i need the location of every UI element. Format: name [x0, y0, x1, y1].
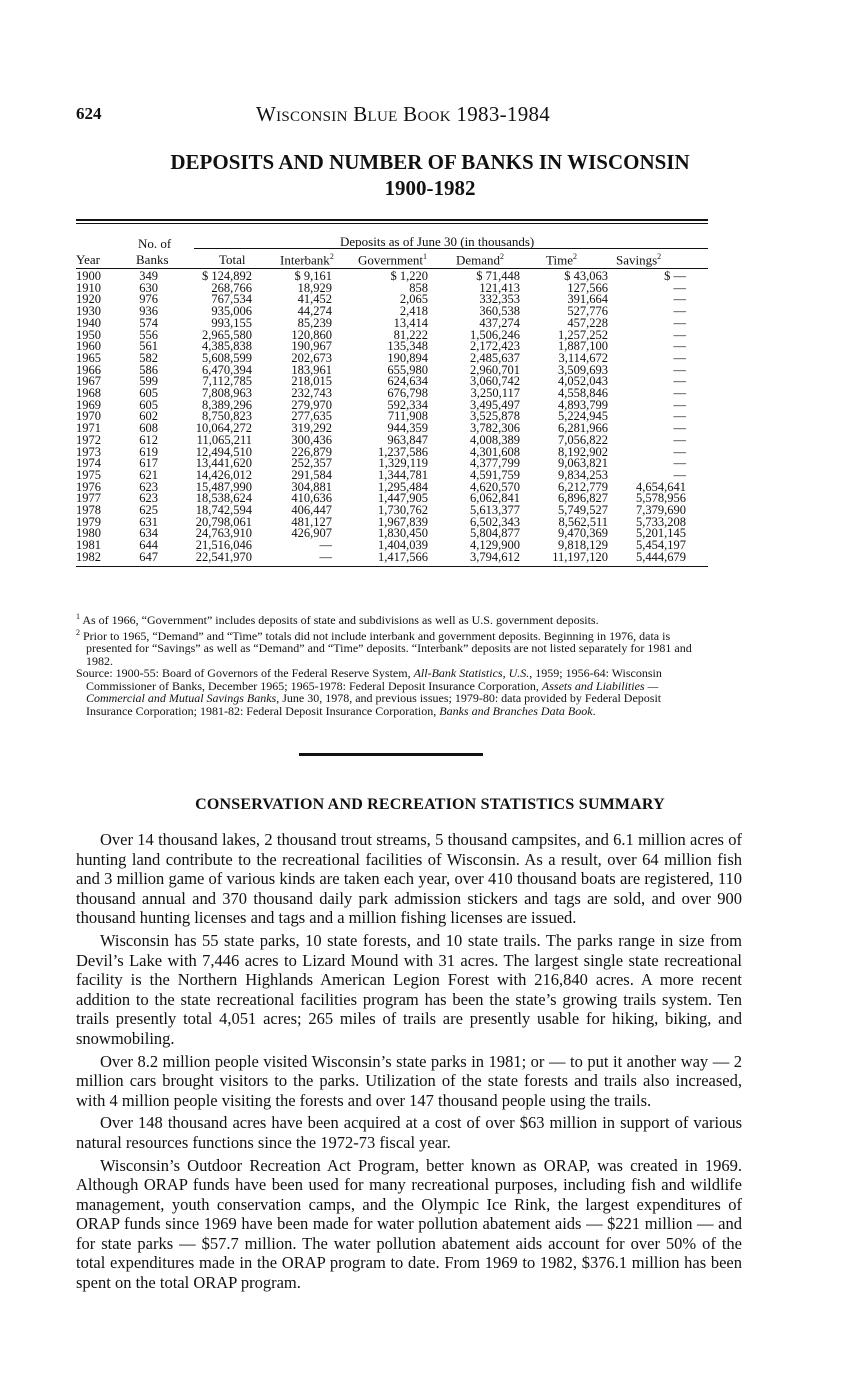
cell-banks: 612	[139, 432, 158, 447]
cell-banks: 605	[139, 397, 158, 412]
cell-time: 3,114,672	[558, 350, 608, 365]
cell-interbank: 304,881	[291, 479, 332, 494]
cell-savings: —	[673, 280, 686, 295]
cell-year: 1973	[76, 444, 101, 459]
cell-total: 11,065,211	[196, 432, 252, 447]
cell-year: 1981	[76, 538, 101, 553]
cell-time: 4,893,799	[558, 397, 608, 412]
cell-banks: 608	[139, 421, 158, 436]
cell-time: 8,192,902	[558, 444, 608, 459]
cell-interbank: 410,636	[291, 491, 332, 506]
cell-demand: 437,274	[479, 315, 520, 330]
cell-banks: 936	[139, 304, 158, 319]
cell-demand: 5,804,877	[470, 526, 520, 541]
cell-interbank: 120,860	[291, 327, 332, 342]
cell-government: 2,065	[399, 292, 428, 307]
cell-savings: —	[673, 409, 686, 424]
cell-government: 1,967,839	[378, 514, 428, 529]
cell-government: 1,237,586	[378, 444, 428, 459]
cell-total: 8,389,296	[202, 397, 252, 412]
cell-savings: —	[673, 386, 686, 401]
cell-total: 8,750,823	[202, 409, 252, 424]
cell-total: 10,064,272	[195, 421, 252, 436]
cell-government: 711,908	[387, 409, 428, 424]
cell-year: 1966	[76, 362, 101, 377]
cell-year: 1982	[76, 549, 101, 564]
cell-savings: 4,654,641	[636, 479, 686, 494]
cell-demand: 3,782,306	[470, 421, 520, 436]
cell-government: 944,359	[387, 421, 428, 436]
cell-savings: —	[673, 327, 686, 342]
cell-government: 1,329,119	[378, 456, 428, 471]
section-divider	[299, 753, 483, 756]
cell-total: 7,808,963	[202, 386, 252, 401]
table-top-rule	[76, 219, 708, 221]
header-government: Government$^1$	[358, 252, 427, 268]
cell-interbank: 232,743	[291, 386, 332, 401]
cell-total: 4,385,838	[202, 339, 252, 354]
cell-banks: 556	[139, 327, 158, 342]
cell-demand: 121,413	[479, 280, 520, 295]
cell-time: 391,664	[567, 292, 608, 307]
cell-demand: 3,250,117	[470, 386, 520, 401]
header-banks-2: Banks	[136, 252, 169, 267]
cell-government: 1,344,781	[378, 467, 428, 482]
cell-savings: 5,444,679	[636, 549, 686, 564]
cell-total: 22,541,970	[195, 549, 252, 564]
cell-savings: —	[673, 362, 686, 377]
cell-demand: 2,172,423	[470, 339, 520, 354]
cell-banks: 586	[139, 362, 158, 377]
cell-year: 1968	[76, 386, 101, 401]
cell-year: 1920	[76, 292, 101, 307]
cell-demand: 332,353	[479, 292, 520, 307]
cell-year: 1974	[76, 456, 101, 471]
cell-interbank: 18,929	[297, 280, 332, 295]
cell-time: 1,257,252	[558, 327, 608, 342]
paragraph: Wisconsin’s Outdoor Recreation Act Program, better known as ORAP, was created in 1969. Although ORAP funds have been used for many recreational purposes, including fish and wildlife management, youth conservation camps, and the Olympic Ice Rink, the largest expenditures of ORAP funds since 1969 have been made for water pollution abatement aids — $221 million — and for state parks — $57.7 million. The water pollution abatement aids account for over 50% of the total expenditures made in the ORAP program to date. From 1969 to 1982, $376.1 million has been spent on the total ORAP program.	[76, 1155, 742, 1293]
cell-time: 11,197,120	[552, 549, 608, 564]
cell-government: 135,348	[387, 339, 428, 354]
cell-savings: —	[673, 456, 686, 471]
cell-year: 1910	[76, 280, 101, 295]
cell-time: 5,749,527	[558, 503, 608, 518]
cell-total: 14,426,012	[195, 467, 252, 482]
cell-total: 12,494,510	[195, 444, 252, 459]
cell-savings: 5,201,145	[636, 526, 686, 541]
header-year: Year	[76, 252, 100, 267]
cell-total: 13,441,620	[195, 456, 252, 471]
cell-total: 2,965,580	[202, 327, 252, 342]
cell-time: 5,224,945	[558, 409, 608, 424]
running-head: Wisconsin Blue Book 1983-1984	[256, 102, 551, 126]
cell-year: 1970	[76, 409, 101, 424]
section-title: CONSERVATION AND RECREATION STATISTICS SUMMARY	[195, 796, 665, 813]
cell-interbank: 406,447	[291, 503, 332, 518]
cell-banks: 574	[139, 315, 158, 330]
cell-total: 268,766	[211, 280, 252, 295]
cell-government: 1,295,484	[378, 479, 428, 494]
data-table	[76, 271, 686, 564]
cell-total: 15,487,990	[195, 479, 252, 494]
table-title-line1: DEPOSITS AND NUMBER OF BANKS IN WISCONSIN	[170, 150, 690, 174]
cell-time: 3,509,693	[558, 362, 608, 377]
cell-year: 1976	[76, 479, 101, 494]
cell-demand: 4,620,570	[470, 479, 520, 494]
cell-demand: 4,129,900	[470, 538, 520, 553]
cell-demand: 6,502,343	[470, 514, 520, 529]
cell-year: 1979	[76, 514, 101, 529]
cell-time: 1,887,100	[558, 339, 608, 354]
cell-banks: 644	[139, 538, 158, 553]
cell-savings: —	[673, 421, 686, 436]
cell-total: 7,112,785	[202, 374, 252, 389]
paragraph: Over 148 thousand acres have been acquired at a cost of over $63 million in support of various natural resources functions since the 1972-73 fiscal year.	[76, 1113, 742, 1152]
header-total: Total	[219, 252, 246, 267]
cell-savings: —	[673, 304, 686, 319]
source-note: Source: 1900-55: Board of Governors of the Federal Reserve System, All-Bank Statistics, U.S., 1959; 1956-64: Wisconsin Commissioner of Banks, December 1965; 1965-1978: Federal Deposit Insurance Corporation, Assets and Liabilities — Commercial and Mutual Savings Banks, June 30, 1978, and previous issues; 1979-80: data provided by Federal Deposit Insurance Corporation; 1981-82: Federal Deposit Insurance Corporation, Banks and Branches Data Book.	[76, 666, 662, 718]
cell-demand: 3,525,878	[470, 409, 520, 424]
cell-government: 624,634	[387, 374, 428, 389]
cell-total: 20,798,061	[195, 514, 252, 529]
cell-banks: 634	[139, 526, 158, 541]
cell-total: $ 124,892	[202, 269, 252, 283]
cell-banks: 631	[139, 514, 158, 529]
header-demand: Demand$^2$	[456, 252, 505, 268]
cell-time: $ 43,063	[564, 269, 608, 283]
cell-year: 1969	[76, 397, 101, 412]
header-savings: Savings$^2$	[616, 252, 662, 268]
cell-interbank: 291,584	[291, 467, 332, 482]
cell-total: 935,006	[211, 304, 252, 319]
cell-government: 1,447,905	[378, 491, 428, 506]
cell-savings: $ —	[664, 269, 686, 283]
cell-year: 1978	[76, 503, 101, 518]
cell-total: 993,155	[211, 315, 252, 330]
cell-demand: 360,538	[479, 304, 520, 319]
cell-savings: —	[673, 397, 686, 412]
paragraph: Wisconsin has 55 state parks, 10 state forests, and 10 state trails. The parks range in size from Devil’s Lake with 7,446 acres to Lizard Mound with 31 acres. The largest single state recreational facility is the Northern Highlands American Legion Forest with 216,840 acres. A more recent addition to the state recreational facilities program has been the state’s growing trails system. Ten trails presently total 4,051 acres; 265 miles of trails are presently usable for hiking, biking, and snowmobiling.	[76, 930, 742, 1048]
cell-time: 6,896,827	[558, 491, 608, 506]
cell-savings: —	[673, 339, 686, 354]
cell-demand: 6,062,841	[470, 491, 520, 506]
cell-interbank: 44,274	[297, 304, 332, 319]
cell-interbank: 226,879	[291, 444, 332, 459]
cell-banks: 623	[139, 479, 158, 494]
cell-total: 24,763,910	[195, 526, 252, 541]
cell-banks: 976	[139, 292, 158, 307]
cell-interbank: 183,961	[291, 362, 332, 377]
cell-time: 6,281,966	[558, 421, 608, 436]
cell-savings: —	[673, 374, 686, 389]
cell-demand: 3,495,497	[470, 397, 520, 412]
cell-savings: 5,733,208	[636, 514, 686, 529]
section-body	[76, 830, 742, 1296]
cell-interbank: 481,127	[291, 514, 332, 529]
cell-interbank: 426,907	[291, 526, 332, 541]
page-header	[76, 104, 796, 130]
cell-time: 527,776	[567, 304, 608, 319]
cell-demand: $ 71,448	[476, 269, 520, 283]
cell-interbank: 279,970	[291, 397, 332, 412]
deposits-table	[76, 219, 708, 567]
cell-interbank: 300,436	[291, 432, 332, 447]
cell-time: 9,818,129	[558, 538, 608, 553]
cell-government: $ 1,220	[390, 269, 428, 283]
cell-banks: 582	[139, 350, 158, 365]
header-interbank: Interbank$^2$	[280, 252, 334, 268]
cell-year: 1972	[76, 432, 101, 447]
cell-banks: 602	[139, 409, 158, 424]
cell-total: 18,742,594	[195, 503, 252, 518]
cell-savings: —	[673, 350, 686, 365]
cell-interbank: 85,239	[297, 315, 332, 330]
cell-interbank: 319,292	[291, 421, 332, 436]
cell-banks: 623	[139, 491, 158, 506]
cell-time: 9,063,821	[558, 456, 608, 471]
cell-government: 655,980	[387, 362, 428, 377]
page-number: 624	[76, 104, 102, 123]
cell-savings: 5,454,197	[636, 538, 686, 553]
cell-government: 1,830,450	[378, 526, 428, 541]
cell-year: 1967	[76, 374, 101, 389]
cell-year: 1950	[76, 327, 101, 342]
cell-savings: —	[673, 292, 686, 307]
cell-time: 8,562,511	[558, 514, 608, 529]
cell-time: 9,834,253	[558, 467, 608, 482]
cell-government: 592,334	[387, 397, 428, 412]
cell-demand: 2,485,637	[470, 350, 520, 365]
cell-savings: —	[673, 315, 686, 330]
header-span: Deposits as of June 30 (in thousands)	[340, 234, 535, 249]
cell-time: 7,056,822	[558, 432, 608, 447]
cell-year: 1975	[76, 467, 101, 482]
cell-interbank: —	[319, 538, 332, 553]
cell-year: 1965	[76, 350, 101, 365]
cell-demand: 3,060,742	[470, 374, 520, 389]
cell-government: 1,417,566	[378, 549, 428, 564]
table-title	[60, 149, 800, 201]
cell-banks: 617	[139, 456, 158, 471]
cell-government: 190,894	[387, 350, 428, 365]
table-row	[76, 552, 686, 564]
cell-year: 1940	[76, 315, 101, 330]
cell-year: 1900	[76, 269, 101, 283]
cell-demand: 4,377,799	[470, 456, 520, 471]
cell-year: 1977	[76, 491, 101, 506]
cell-demand: 1,506,246	[470, 327, 520, 342]
cell-time: 4,558,846	[558, 386, 608, 401]
cell-time: 6,212,779	[558, 479, 608, 494]
cell-government: 858	[409, 280, 428, 295]
table-title-line2: 1900-1982	[384, 176, 476, 200]
cell-interbank: $ 9,161	[294, 269, 332, 283]
cell-time: 4,052,043	[558, 374, 608, 389]
cell-time: 9,470,369	[558, 526, 608, 541]
cell-year: 1980	[76, 526, 101, 541]
cell-government: 963,847	[387, 432, 428, 447]
header-time: Time$^2$	[546, 252, 577, 268]
footnote-1: $^1$ As of 1966, “Government” includes deposits of state and subdivisions as well as U.S. government deposits.	[76, 612, 599, 627]
cell-government: 81,222	[393, 327, 428, 342]
cell-interbank: —	[319, 549, 332, 564]
cell-government: 1,730,762	[378, 503, 428, 518]
cell-savings: —	[673, 444, 686, 459]
header-banks-1: No. of	[138, 236, 172, 251]
cell-demand: 3,794,612	[470, 549, 520, 564]
cell-demand: 4,591,759	[470, 467, 520, 482]
cell-banks: 605	[139, 386, 158, 401]
paragraph: Over 14 thousand lakes, 2 thousand trout streams, 5 thousand campsites, and 6.1 million acres of hunting land contribute to the recreational facilities of Wisconsin. As a result, over 64 million fish and 3 million game of various kinds are taken each year, over 410 thousand boats are registered, 110 thousand annual and 370 thousand daily park admission stickers and tags are sold, and over 900 thousand hunting licenses and tags and a million fishing licenses are issued.	[76, 830, 742, 928]
cell-banks: 561	[139, 339, 158, 354]
header-span-rule	[194, 248, 708, 249]
cell-banks: 599	[139, 374, 158, 389]
cell-government: 2,418	[399, 304, 428, 319]
cell-savings: 5,578,956	[636, 491, 686, 506]
cell-banks: 621	[139, 467, 158, 482]
cell-banks: 619	[139, 444, 158, 459]
cell-year: 1971	[76, 421, 101, 436]
cell-banks: 349	[139, 269, 158, 283]
footnote-2: $^2$ Prior to 1965, “Demand” and “Time” totals did not include interbank and government deposits. Beginning in 1976, data is presented for “Savings” as well as “Demand” and “Time” deposits. “Interbank” deposits are not listed separately for 1981 and 1982.	[76, 627, 692, 668]
cell-time: 457,228	[567, 315, 608, 330]
cell-interbank: 41,452	[297, 292, 332, 307]
cell-demand: 5,613,377	[470, 503, 520, 518]
cell-savings: —	[673, 467, 686, 482]
cell-interbank: 190,967	[291, 339, 332, 354]
cell-demand: 4,301,608	[470, 444, 520, 459]
table-header	[76, 224, 708, 268]
cell-government: 676,798	[387, 386, 428, 401]
cell-interbank: 277,635	[291, 409, 332, 424]
table-bottom-rule	[76, 566, 708, 567]
cell-government: 13,414	[393, 315, 428, 330]
cell-total: 21,516,046	[195, 538, 252, 553]
table-notes	[76, 611, 708, 717]
cell-government: 1,404,039	[378, 538, 428, 553]
cell-interbank: 218,015	[291, 374, 332, 389]
paragraph: Over 8.2 million people visited Wisconsin’s state parks in 1981; or — to put it another way — 2 million cars brought visitors to the parks. Utilization of the state forests and trails also increased, with 4 million people visiting the forests and over 147 thousand people using the trails.	[76, 1051, 742, 1110]
cell-banks: 630	[139, 280, 158, 295]
cell-total: 18,538,624	[195, 491, 252, 506]
cell-total: 767,534	[211, 292, 252, 307]
cell-total: 6,470,394	[202, 362, 252, 377]
cell-demand: 2,960,701	[470, 362, 520, 377]
cell-year: 1930	[76, 304, 101, 319]
cell-banks: 647	[139, 549, 158, 564]
cell-demand: 4,008,389	[470, 432, 520, 447]
cell-interbank: 202,673	[291, 350, 332, 365]
cell-year: 1960	[76, 339, 101, 354]
cell-savings: —	[673, 432, 686, 447]
cell-savings: 7,379,690	[636, 503, 686, 518]
cell-interbank: 252,357	[291, 456, 332, 471]
cell-total: 5,608,599	[202, 350, 252, 365]
cell-time: 127,566	[567, 280, 608, 295]
cell-banks: 625	[139, 503, 158, 518]
